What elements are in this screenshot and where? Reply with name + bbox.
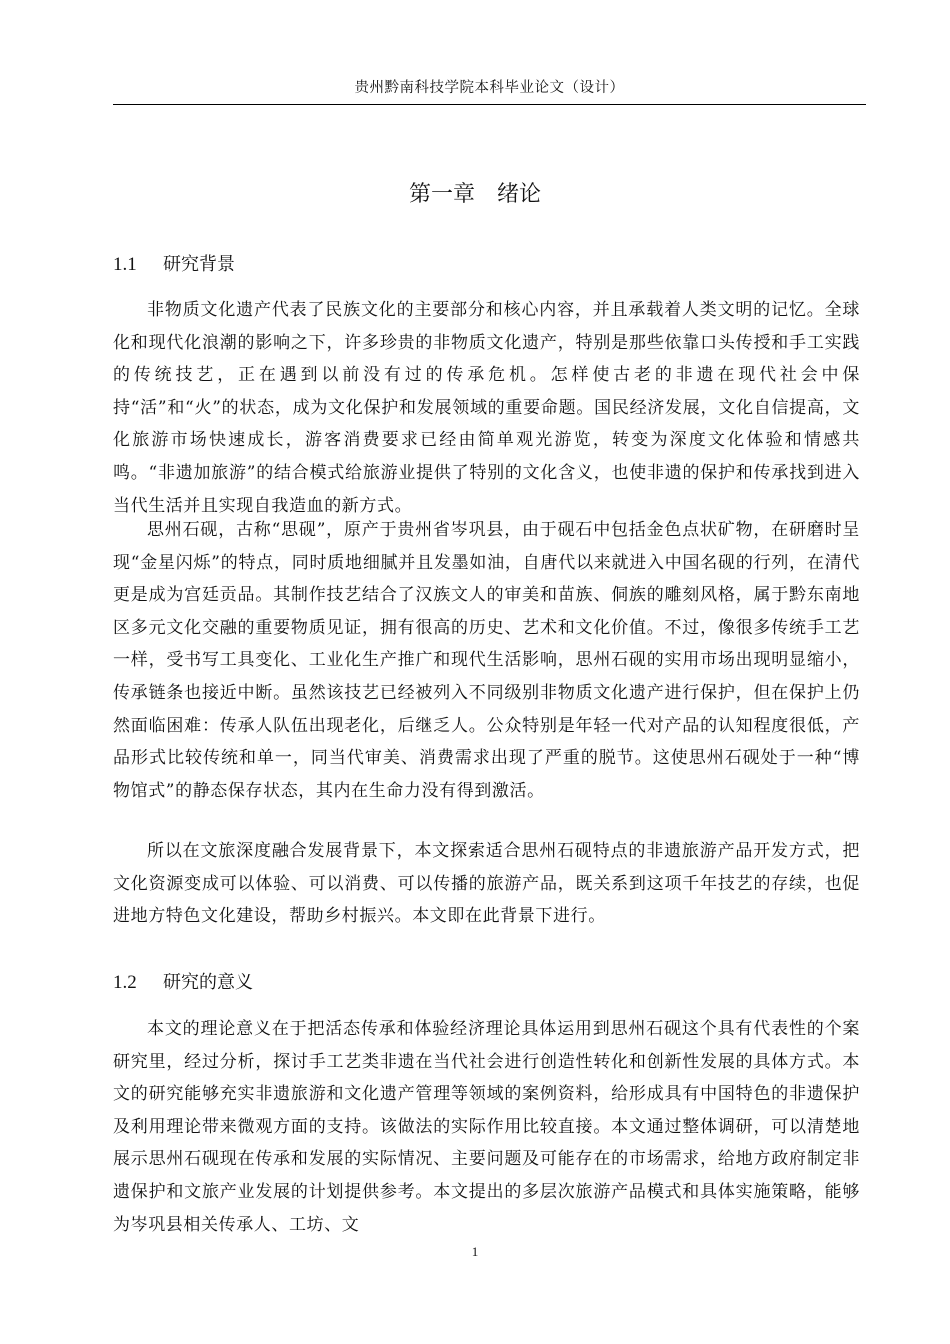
paragraph: 非物质文化遗产代表了民族文化的主要部分和核心内容，并且承载着人类文明的记忆。全球化和现代化浪潮的影响之下，许多珍贵的非物质文化遗产，特别是那些依靠口头传授和手工实践的传统技艺，正在遇到以前没有过的传承危机。怎样使古老的非遗在现代社会中保持“活”和“火”的状态，成为文化保护和发展领域的重要命题。国民经济发展，文化自信提高，文化旅游市场快速成长，游客消费要求已经由简单观光游览，转变为深度文化体验和情感共鸣。“非遗加旅游”的结合模式给旅游业提供了特别的文化含义，也使非遗的保护和传承找到进入当代生活并且实现自我造血的新方式。 xyxy=(113,300,860,516)
section-number: 1.1 xyxy=(113,254,137,275)
paragraph: 所以在文旅深度融合发展背景下，本文探索适合思州石砚特点的非遗旅游产品开发方式，把文化资源变成可以体验、可以消费、可以传播的旅游产品，既关系到这项千年技艺的存续，也促进地方特色文化建设，帮助乡村振兴。本文即在此背景下进行。 xyxy=(113,841,860,927)
header-title: 贵州黔南科技学院本科毕业论文（设计） xyxy=(354,80,625,96)
paragraph: 本文的理论意义在于把活态传承和体验经济理论具体运用到思州石砚这个具有代表性的个案研究里，经过分析，探讨手工艺类非遗在当代社会进行创造性转化和创新性发展的具体方式。本文的研究能够充实非遗旅游和文化遗产管理等领域的案例资料，给形成具有中国特色的非遗保护及利用理论带来微观方面的支持。该做法的实际作用比较直接。本文通过整体调研，可以清楚地展示思州石砚现在传承和发展的实际情况、主要问题及可能存在的市场需求，给地方政府制定非遗保护和文旅产业发展的计划提供参考。本文提出的多层次旅游产品模式和具体实施策略，能够为岑巩县相关传承人、工坊、文 xyxy=(113,1019,860,1235)
section-title: 研究背景 xyxy=(163,254,235,275)
chapter-heading xyxy=(0,178,950,212)
section-number: 1.2 xyxy=(113,972,137,993)
paragraph: 思州石砚，古称“思砚”，原产于贵州省岑巩县，由于砚石中包括金色点状矿物，在研磨时呈现“金星闪烁”的特点，同时质地细腻并且发墨如油，自唐代以来就进入中国名砚的行列，在清代更是成为宫廷贡品。其制作技艺结合了汉族文人的审美和苗族、侗族的雕刻风格，属于黔东南地区多元文化交融的重要物质见证，拥有很高的历史、艺术和文化价值。不过，像很多传统手工艺一样，受书写工具变化、工业化生产推广和现代生活影响，思州石砚的实用市场出现明显缩小，传承链条也接近中断。虽然该技艺已经被列入不同级别非物质文化遗产进行保护，但在保护上仍然面临困难：传承人队伍出现老化，后继乏人。公众特别是年轻一代对产品的认知程度很低，产品形式比较传统和单一，同当代审美、消费需求出现了严重的脱节。这使思州石砚处于一种“博物馆式”的静态保存状态，其内在生命力没有得到激活。 xyxy=(113,520,860,801)
chapter-title: 绪论 xyxy=(497,182,542,207)
page-header xyxy=(113,78,866,105)
section-heading-1-1 xyxy=(113,251,235,279)
chapter-number: 第一章 xyxy=(408,182,475,207)
page-number: 1 xyxy=(471,1244,479,1259)
section-title: 研究的意义 xyxy=(163,972,253,993)
section-heading-1-2 xyxy=(113,969,253,997)
